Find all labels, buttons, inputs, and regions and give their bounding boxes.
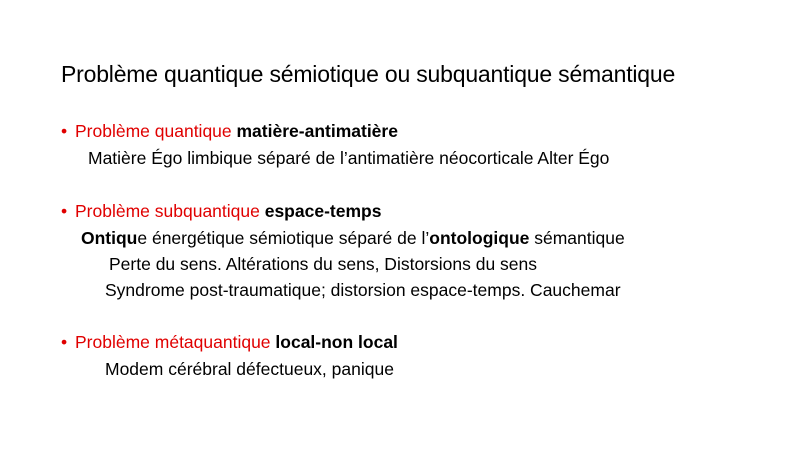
bullet-dot: • (61, 121, 68, 141)
bullet-keyword: matière-antimatière (236, 121, 398, 141)
sub-line: Perte du sens. Altérations du sens, Distorsions du sens (109, 254, 538, 274)
sub-line-ontique (81, 228, 625, 249)
sub-line: Syndrome post-traumatique; distorsion espace-temps. Cauchemar (105, 280, 621, 300)
bullet-item-quantique (61, 121, 398, 142)
bullet-item-metaquantique (61, 332, 398, 353)
bullet-label: Problème subquantique (75, 201, 265, 221)
bullet-dot: • (61, 332, 68, 352)
bullet-label: Problème quantique (75, 121, 237, 141)
term-ontique: Ontiqu (81, 228, 138, 248)
sub-line: Modem cérébral défectueux, panique (105, 359, 394, 379)
term-ontologique: ontologique (429, 228, 530, 248)
bullet-label: Problème métaquantique (75, 332, 276, 352)
sub-line: Matière Égo limbique séparé de l’antimatière néocorticale Alter Égo (88, 148, 610, 168)
bullet-item-subquantique (61, 201, 381, 222)
bullet-keyword: local-non local (275, 332, 398, 352)
text-segment: e énergétique sémiotique séparé de l’ (137, 228, 430, 248)
bullet-keyword: espace-temps (264, 201, 382, 221)
slide-title: Problème quantique sémiotique ou subquantique sémantique (61, 61, 676, 87)
bullet-dot: • (61, 201, 68, 221)
text-segment: sémantique (529, 228, 625, 248)
